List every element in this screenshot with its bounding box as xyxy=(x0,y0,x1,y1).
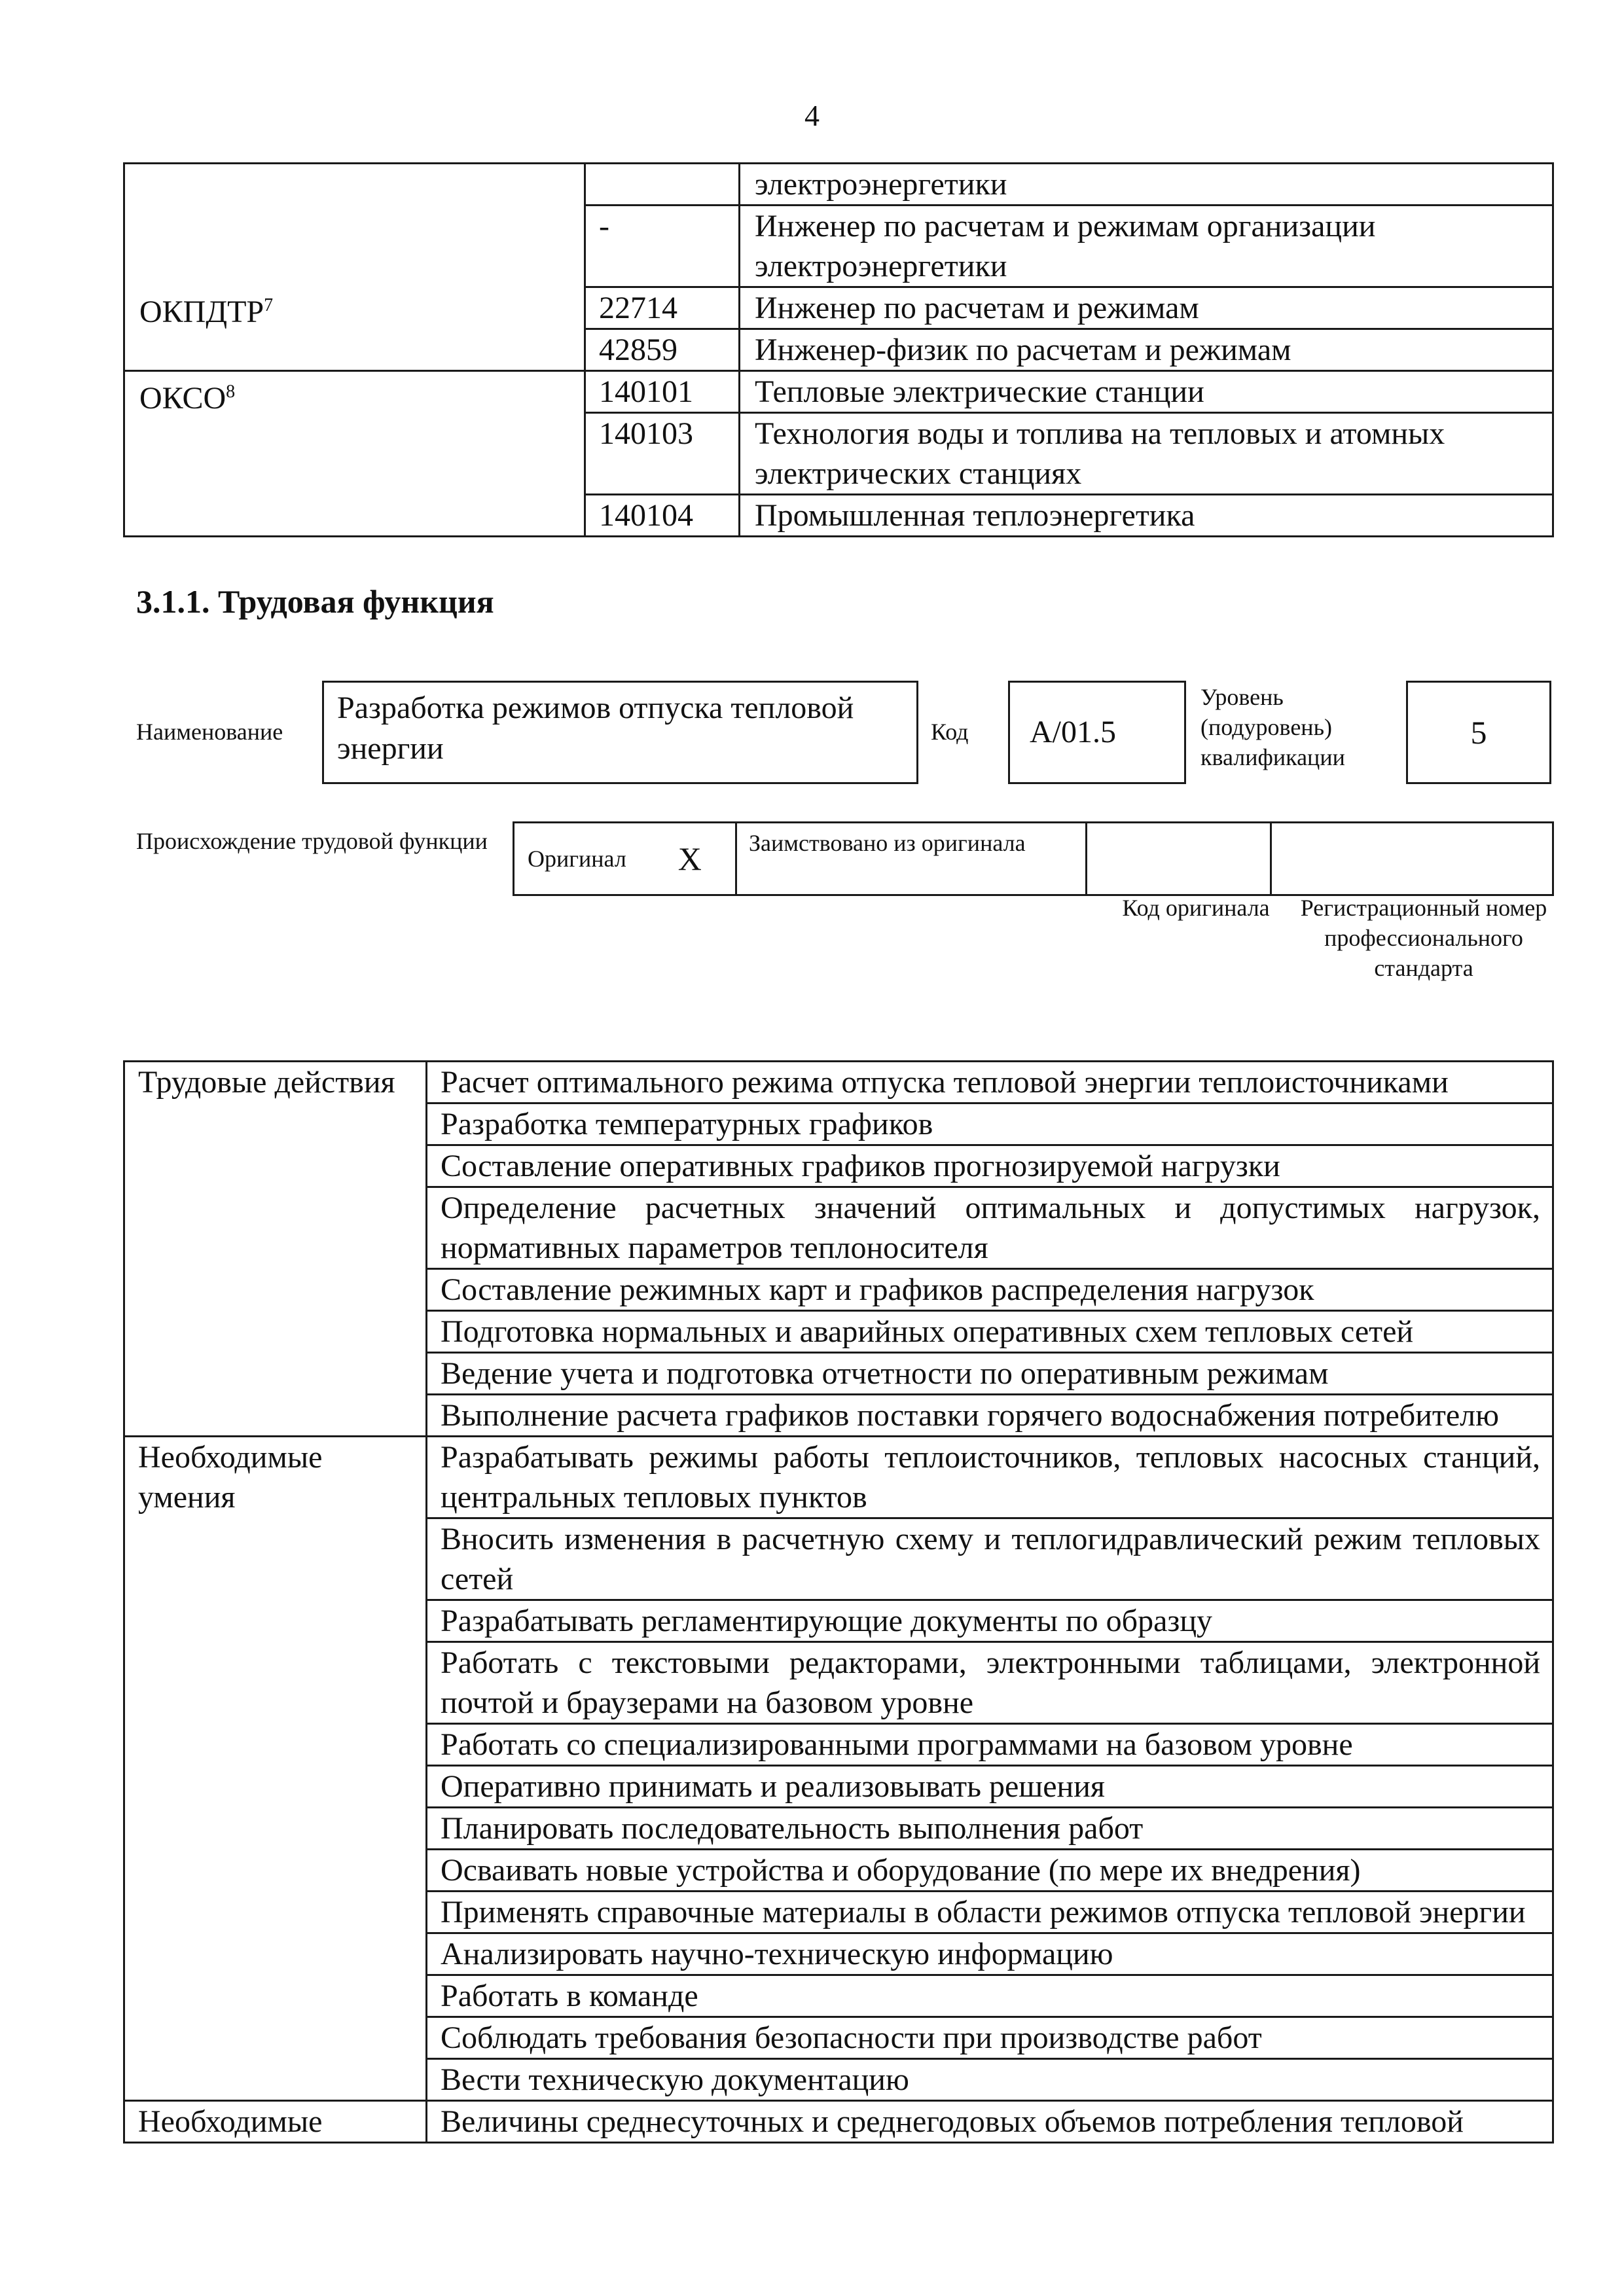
origin-label: Происхождение трудовой функции xyxy=(136,828,488,854)
list-item: Составление режимных карт и графиков распределения нагрузок xyxy=(427,1269,1553,1311)
list-item: Оперативно принимать и реализовывать решения xyxy=(427,1766,1553,1808)
table-cell-name: Тепловые электрические станции xyxy=(740,371,1553,413)
table-row xyxy=(124,164,1553,206)
level-label: Уровень (подуровень) квалификации xyxy=(1200,684,1345,770)
list-item: Работать с текстовыми редакторами, электронными таблицами, электронной почтой и браузерами на базовом уровне xyxy=(427,1642,1553,1724)
list-item: Разрабатывать регламентирующие документы по образцу xyxy=(427,1600,1553,1642)
required-knowledge-group xyxy=(124,2101,1553,2143)
table-cell-name: Инженер по расчетам и режимам организации электроэнергетики xyxy=(740,206,1553,287)
function-name-value: Разработка режимов отпуска тепловой энергии xyxy=(322,681,918,784)
borrowed-label: Заимствовано из оригинала xyxy=(736,823,1087,895)
list-item: Планировать последовательность выполнения работ xyxy=(427,1808,1553,1850)
table-cell-name: Технология воды и топлива на тепловых и атомных электрических станциях xyxy=(740,413,1553,495)
category-labor-actions: Трудовые действия xyxy=(124,1062,427,1437)
original-mark: X xyxy=(645,823,736,895)
list-item: Работать со специализированными программами на базовом уровне xyxy=(427,1724,1553,1766)
category-required-skills: Необходимые умения xyxy=(124,1437,427,2101)
section-title: 3.1.1. Трудовая функция xyxy=(136,583,494,620)
table-row xyxy=(124,371,1553,413)
list-item: Осваивать новые устройства и оборудование (по мере их внедрения) xyxy=(427,1850,1553,1892)
table-cell-code: 140101 xyxy=(585,371,740,413)
labor-actions-group xyxy=(124,1062,1553,1437)
table-cell-category: ОКСО$^8$ xyxy=(124,371,585,537)
list-item: Составление оперативных графиков прогнозируемой нагрузки xyxy=(427,1145,1553,1187)
function-code-value: А/01.5 xyxy=(1008,681,1186,784)
list-item: Определение расчетных значений оптимальных и допустимых нагрузок, нормативных параметров теплоносителя xyxy=(427,1187,1553,1269)
table-cell-code: 42859 xyxy=(585,329,740,371)
table-cell-code xyxy=(585,164,740,206)
name-label: Наименование xyxy=(136,719,283,745)
table-cell-code: 140104 xyxy=(585,495,740,537)
page-number: 4 xyxy=(804,99,820,132)
list-item: Расчет оптимального режима отпуска тепловой энергии теплоисточниками xyxy=(427,1062,1553,1103)
list-item: Разрабатывать режимы работы теплоисточников, тепловых насосных станций, центральных тепловых пунктов xyxy=(427,1437,1553,1518)
list-item: Соблюдать требования безопасности при производстве работ xyxy=(427,2017,1553,2059)
table-row xyxy=(124,1437,1553,1518)
list-item: Вносить изменения в расчетную схему и теплогидравлический режим тепловых сетей xyxy=(427,1518,1553,1600)
table-cell-name: электроэнергетики xyxy=(740,164,1553,206)
table-cell-code: 22714 xyxy=(585,287,740,329)
table-cell-name: Инженер-физик по расчетам и режимам xyxy=(740,329,1553,371)
required-skills-group xyxy=(124,1437,1553,2101)
table-row xyxy=(124,2101,1553,2143)
table-cell-name: Инженер по расчетам и режимам xyxy=(740,287,1553,329)
classification-table xyxy=(123,162,1554,537)
table-cell-category: ОКПДТР$^7$ xyxy=(124,164,585,371)
code-original-cell xyxy=(1087,823,1271,895)
category-required-knowledge: Необходимые xyxy=(124,2101,427,2143)
code-label: Код xyxy=(931,719,969,745)
list-item: Величины среднесуточных и среднегодовых объемов потребления тепловой xyxy=(427,2101,1553,2143)
list-item: Подготовка нормальных и аварийных оперативных схем тепловых сетей xyxy=(427,1311,1553,1353)
table-row xyxy=(124,1062,1553,1103)
table-cell-name: Промышленная теплоэнергетика xyxy=(740,495,1553,537)
list-item: Ведение учета и подготовка отчетности по оперативным режимам xyxy=(427,1353,1553,1395)
level-value: 5 xyxy=(1406,681,1551,784)
labor-function-table xyxy=(123,1060,1554,2144)
code-original-label: Код оригинала xyxy=(1122,895,1270,921)
list-item: Применять справочные материалы в области режимов отпуска тепловой энергии xyxy=(427,1892,1553,1933)
original-label: Оригинал xyxy=(514,823,645,895)
table-cell-code: 140103 xyxy=(585,413,740,495)
table-cell-code: - xyxy=(585,206,740,287)
list-item: Анализировать научно-техническую информацию xyxy=(427,1933,1553,1975)
list-item: Работать в команде xyxy=(427,1975,1553,2017)
reg-number-label: Регистрационный номер профессионального стандарта xyxy=(1300,895,1547,981)
reg-number-cell xyxy=(1271,823,1553,895)
list-item: Вести техническую документацию xyxy=(427,2059,1553,2101)
table-row xyxy=(514,823,1553,895)
list-item: Выполнение расчета графиков поставки горячего водоснабжения потребителю xyxy=(427,1395,1553,1437)
origin-table xyxy=(513,821,1554,896)
list-item: Разработка температурных графиков xyxy=(427,1103,1553,1145)
